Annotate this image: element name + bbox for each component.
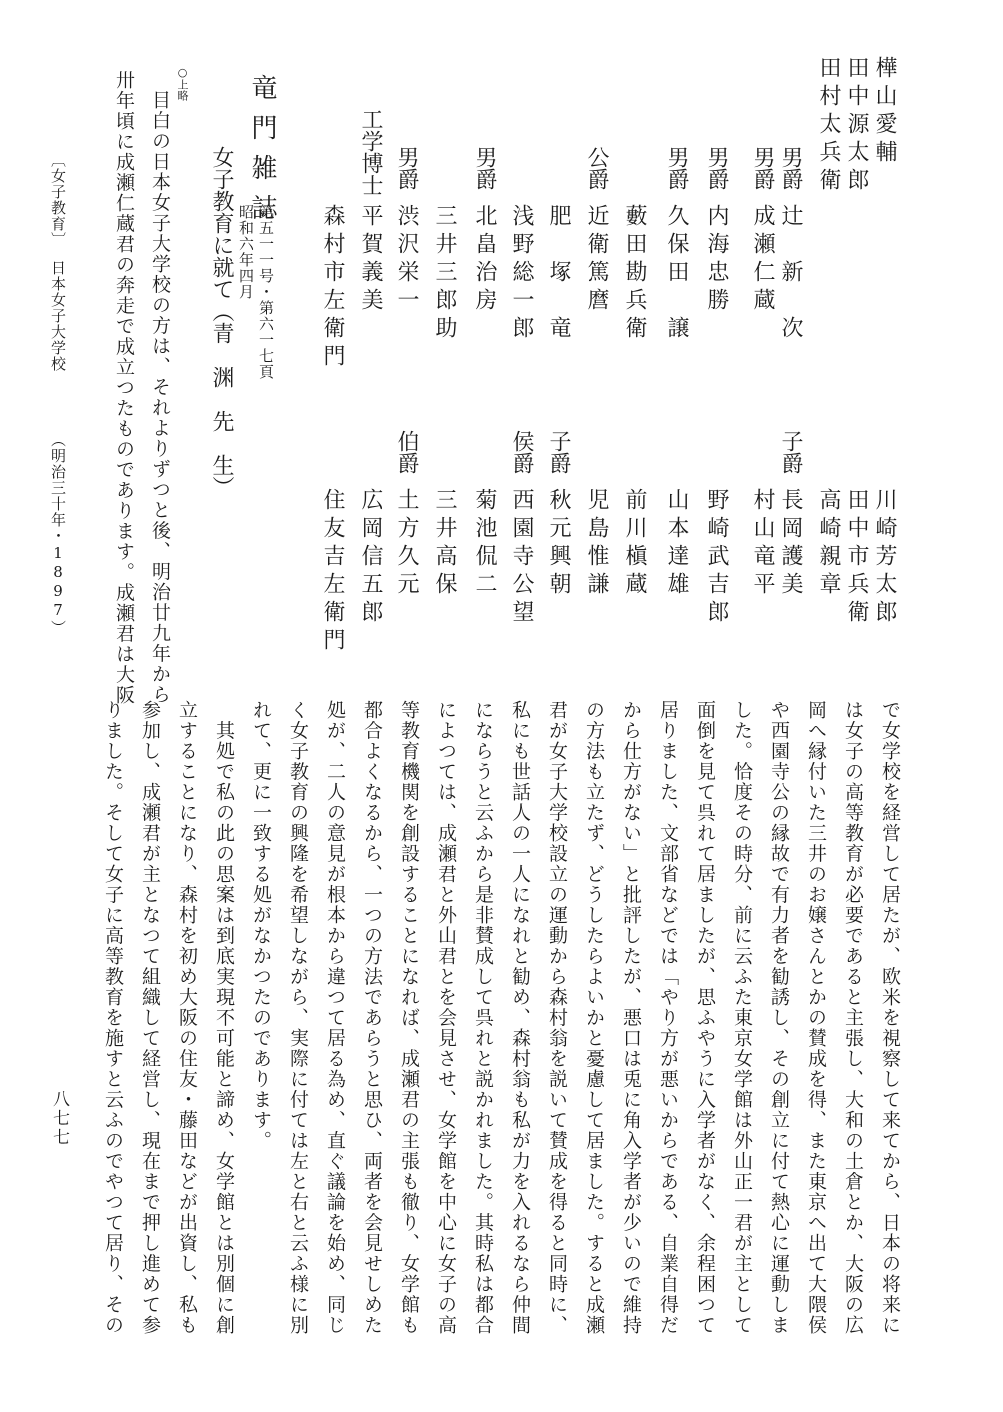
member-title: 男爵	[750, 146, 775, 190]
member-name: 内海忠勝	[704, 204, 729, 316]
body-line: 立することになり、森村を初め大阪の住友・藤田などが出資し、私も	[176, 700, 198, 1336]
intro-line: 卅年頃に成瀬仁蔵君の奔走で成立つたものであります。成瀬君は大阪	[113, 70, 135, 706]
ellipsis-mark: ○上略	[176, 66, 189, 101]
member-title: 公爵	[584, 146, 609, 190]
member-name: 村山竜平	[750, 488, 775, 600]
body-line: で女学校を経営して居たが、欧米を視察して来てから、日本の将来に	[879, 700, 901, 1336]
body-line: 面倒を見て呉れて居ましたが、思ふやうに入学者がなく、余程困つて	[694, 700, 716, 1336]
member-name: 藪田勘兵衛	[622, 204, 647, 344]
member-title: 男爵	[664, 146, 689, 190]
member-name: 長岡護美	[778, 488, 803, 600]
member-name: 川崎芳太郎	[872, 488, 897, 628]
member-name: 野崎武吉郎	[704, 488, 729, 628]
body-line: 私にも世話人の一人になれと勧め、森村翁も私が力を入れるなら仲間	[509, 700, 531, 1336]
body-line: 処が、二人の意見が根本から違つて居る為め、直ぐ議論を始め、同じ	[324, 700, 346, 1336]
member-name: 田中市兵衛	[844, 488, 869, 628]
member-title: 侯爵	[509, 430, 534, 474]
member-name: 田中源太郎	[844, 56, 869, 196]
member-title: 伯爵	[394, 430, 419, 474]
page-number: 八七七	[49, 1090, 69, 1147]
member-name: 辻 新 次	[778, 204, 803, 344]
member-name: 渋沢栄一	[394, 204, 419, 316]
member-name: 三井高保	[432, 488, 457, 600]
member-title: 子爵	[778, 430, 803, 474]
intro-line: 目白の日本女子大学校の方は、それよりずつと後、明治廿九年から	[149, 90, 171, 705]
body-line: 参加し、成瀬君が主となつて組織して経営し、現在まで押し進めて参	[139, 700, 161, 1336]
journal-issue: 第五一一号・第六一七頁	[257, 204, 275, 380]
member-name: 近衛篤麿	[584, 204, 609, 316]
body-line: 岡へ縁付いた三井のお嬢さんとかの賛成を得、また東京へ出て大隈侯	[805, 700, 827, 1336]
journal-name: 竜門雑誌	[247, 74, 277, 234]
member-title: 男爵	[472, 146, 497, 190]
member-name: 菊池侃二	[472, 488, 497, 600]
footer-label: 〔女子教育〕	[49, 152, 67, 248]
member-name: 森村市左衛門	[320, 204, 345, 372]
member-name: 樺山愛輔	[872, 56, 897, 168]
body-line: れて、更に一致する処がなかつたのであります。	[250, 700, 272, 1151]
body-line: りました。そして女子に高等教育を施すと云ふのでやつて居り、その	[102, 700, 124, 1336]
member-name: 山本達雄	[664, 488, 689, 600]
member-title: 男爵	[778, 146, 803, 190]
body-line: 居りました、文部省などでは「やり方が悪いからである、自業自得だ	[657, 700, 679, 1336]
journal-date: 昭和六年四月	[237, 204, 255, 300]
article-author: （青 渊 先 生）	[209, 300, 234, 498]
article-title: 女子教育に就て	[209, 146, 234, 300]
member-name: 成瀬仁蔵	[750, 204, 775, 316]
member-name: 秋元興朝	[546, 488, 571, 600]
footer-period: （明治三十年・1897）	[49, 432, 67, 636]
body-line: は女子の高等教育が必要であると主張し、大和の土倉とか、大阪の広	[842, 700, 864, 1336]
body-line: の方法も立たず、どうしたらよいかと憂慮して居ました。すると成瀬	[583, 700, 605, 1336]
member-name: 土方久元	[394, 488, 419, 600]
body-line: や西園寺公の縁故で有力者を勧誘し、その創立に付て熱心に運動しま	[768, 700, 790, 1336]
member-title: 工学博士	[358, 108, 383, 196]
body-line: にならうと云ふから是非賛成して呉れと説かれました。其時私は都合	[472, 700, 494, 1336]
member-name: 久保田 譲	[664, 204, 689, 344]
member-name: 北畠治房	[472, 204, 497, 316]
body-line: 等教育機関を創設することになれば、成瀬君の主張も徹り、女学館も	[398, 700, 420, 1336]
member-name: 住友吉左衛門	[320, 488, 345, 656]
member-name: 前川槇蔵	[622, 488, 647, 600]
body-line: く女子教育の興隆を希望しながら、実際に付ては左と右と云ふ様に別	[287, 700, 309, 1336]
member-name: 広岡信五郎	[358, 488, 383, 628]
body-line: した。恰度その時分、前に云ふた東京女学館は外山正一君が主として	[731, 700, 753, 1336]
member-name: 三井三郎助	[432, 204, 457, 344]
body-line: によつては、成瀬君と外山君とを会見させ、女学館を中心に女子の高	[435, 700, 457, 1336]
body-line: から仕方がない」と批評したが、悪口は兎に角入学者が少いので維持	[620, 700, 642, 1336]
member-title: 男爵	[394, 146, 419, 190]
member-name: 田村太兵衛	[816, 56, 841, 196]
member-name: 児島惟謙	[584, 488, 609, 600]
footer-school: 日本女子大学校	[49, 260, 67, 372]
member-title: 子爵	[546, 430, 571, 474]
body-line: 都合よくなるから、一つの方法であらうと思ひ、両者を会見せしめた	[361, 700, 383, 1336]
member-name: 高崎親章	[816, 488, 841, 600]
body-line: 其処で私の此の思案は到底実現不可能と諦め、女学館とは別個に創	[213, 700, 235, 1336]
member-name: 浅野総一郎	[509, 204, 534, 344]
member-name: 肥 塚 竜	[546, 204, 571, 344]
member-name: 平賀義美	[358, 204, 383, 316]
member-name: 西園寺公望	[509, 488, 534, 628]
body-line: 君が女子大学校設立の運動から森村翁を説いて賛成を得ると同時に、	[546, 700, 568, 1336]
member-title: 男爵	[704, 146, 729, 190]
